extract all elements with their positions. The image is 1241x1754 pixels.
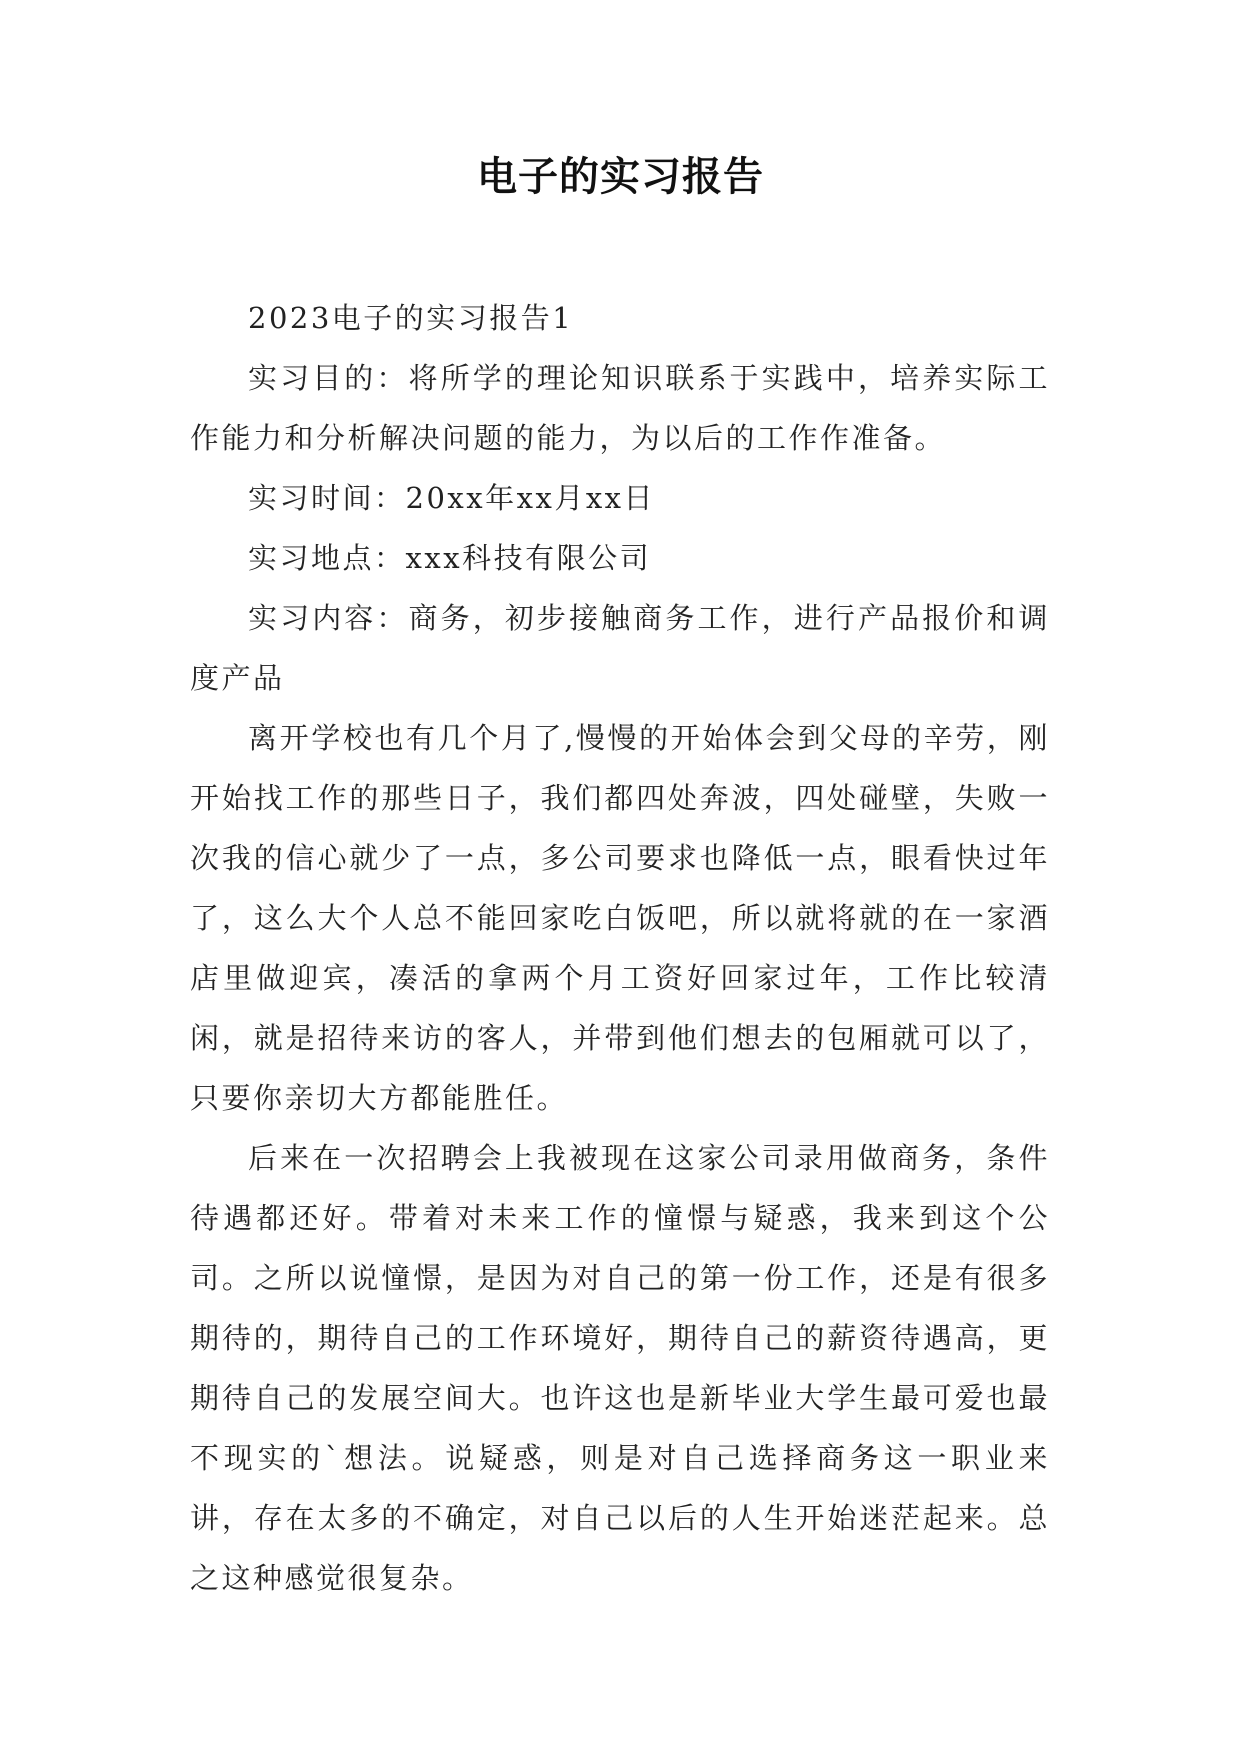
paragraph-body-1: 离开学校也有几个月了,慢慢的开始体会到父母的辛劳，刚开始找工作的那些日子，我们都四处奔波，四处碰壁，失败一次我的信心就少了一点，多公司要求也降低一点，眼看快过年了，这么大个人总不能回家吃白饭吧，所以就将就的在一家酒店里做迎宾，凑活的拿两个月工资好回家过年，工作比较清闲，就是招待来访的客人，并带到他们想去的包厢就可以了，只要你亲切大方都能胜任。 bbox=[190, 721, 1050, 1115]
paragraph-heading: 2023电子的实习报告1 bbox=[248, 301, 574, 335]
paragraph-body-2: 后来在一次招聘会上我被现在这家公司录用做商务，条件待遇都还好。带着对未来工作的憧憬与疑惑，我来到这个公司。之所以说憧憬，是因为对自己的第一份工作，还是有很多期待的，期待自己的工作环境好，期待自己的薪资待遇高，更期待自己的发展空间大。也许这也是新毕业大学生最可爱也最不现实的`想法。说疑惑，则是对自己选择商务这一职业来讲，存在太多的不确定，对自己以后的人生开始迷茫起来。总之这种感觉很复杂。 bbox=[190, 1141, 1050, 1595]
document-body bbox=[190, 288, 1050, 1608]
paragraph-time: 实习时间：20xx年xx月xx日 bbox=[248, 481, 656, 515]
document-title: 电子的实习报告 bbox=[477, 153, 764, 200]
paragraph-purpose: 实习目的：将所学的理论知识联系于实践中，培养实际工作能力和分析解决问题的能力，为以后的工作作准备。 bbox=[190, 361, 1050, 455]
paragraph-content: 实习内容：商务，初步接触商务工作，进行产品报价和调度产品 bbox=[190, 601, 1050, 695]
paragraph-location: 实习地点：xxx科技有限公司 bbox=[248, 541, 652, 575]
